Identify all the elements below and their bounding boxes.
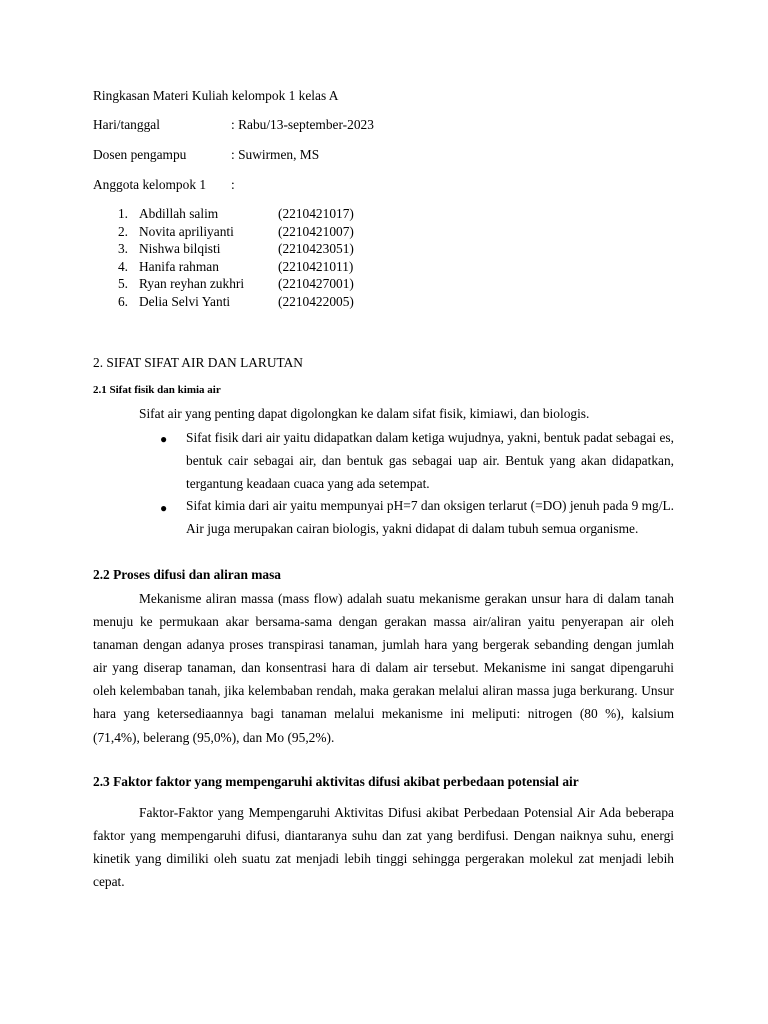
member-name: Novita apriliyanti bbox=[139, 223, 234, 239]
member-nim: (2210421007) bbox=[278, 223, 354, 239]
list-item bbox=[0, 241, 400, 259]
members-label: Anggota kelompok 1 bbox=[93, 177, 207, 192]
section-2-1-intro: Sifat air yang penting dapat digolongkan ke dalam sifat fisik, kimiawi, dan biologis. bbox=[139, 406, 590, 421]
member-number: 6. bbox=[117, 293, 128, 309]
bullet-icon: ● bbox=[160, 432, 168, 446]
lecturer-value: : Suwirmen, MS bbox=[231, 147, 320, 162]
list-item bbox=[0, 259, 400, 277]
list-item bbox=[0, 276, 400, 294]
list-item bbox=[0, 224, 400, 242]
bullet-icon: ● bbox=[160, 501, 168, 515]
member-number: 5. bbox=[117, 276, 128, 291]
member-name: Delia Selvi Yanti bbox=[139, 293, 231, 309]
member-number: 4. bbox=[117, 258, 128, 274]
member-number: 1. bbox=[117, 206, 128, 221]
member-nim: (2210421011) bbox=[278, 258, 354, 274]
list-item bbox=[0, 294, 400, 312]
list-item: Sifat fisik dari air yaitu didapatkan dalam ketiga wujudnya, yakni, bentuk padat sebagai es, bentuk cair sebagai air, dan bentuk gas sebagai uap air. Bentuk yang akan didapatkan, tergantung keadaan cuaca yang ada setempat. bbox=[186, 430, 674, 491]
member-nim: (2210423051) bbox=[278, 241, 354, 256]
member-nim: (2210427001) bbox=[278, 276, 354, 291]
date-value: : Rabu/13-september-2023 bbox=[231, 117, 374, 132]
member-nim: (2210421017) bbox=[278, 206, 354, 221]
member-name: Ryan reyhan zukhri bbox=[139, 276, 245, 291]
member-name: Abdillah salim bbox=[139, 206, 219, 221]
member-number: 2. bbox=[117, 223, 128, 239]
lecturer-label: Dosen pengampu bbox=[93, 147, 187, 162]
member-name: Nishwa bilqisti bbox=[139, 241, 221, 256]
section-2-3-heading: 2.3 Faktor faktor yang mempengaruhi aktivitas difusi akibat perbedaan potensial air bbox=[93, 774, 579, 789]
members-colon: : bbox=[231, 177, 235, 192]
member-name: Hanifa rahman bbox=[139, 258, 219, 274]
section-2-3-body: Faktor-Faktor yang Mempengaruhi Aktivitas Difusi akibat Perbedaan Potensial Air Ada beberapa faktor yang mempengaruhi difusi, diantaranya suhu dan zat yang berdifusi. Dengan naiknya suhu, energi kinetik yang dimiliki oleh suatu zat menjadi lebih tinggi sehingga pergerakan molekul zat menjadi lebih cepat. bbox=[93, 805, 674, 890]
document-title: Ringkasan Materi Kuliah kelompok 1 kelas A bbox=[93, 88, 339, 103]
section-2-heading: 2. SIFAT SIFAT AIR DAN LARUTAN bbox=[93, 355, 303, 370]
date-label: Hari/tanggal bbox=[93, 117, 160, 132]
member-nim: (2210422005) bbox=[278, 293, 354, 309]
section-2-2-body: Mekanisme aliran massa (mass flow) adalah suatu mekanisme gerakan unsur hara di dalam tanah menuju ke permukaan akar bersama-sama dengan gerakan massa air/aliran yaitu penyerapan air oleh tanaman dengan adanya proses transpirasi tanaman, jumlah hara yang bergerak sebanding dengan jumlah air yang diserap tanaman, dan konsentrasi hara di dalam air tersebut. Mekanisme ini sangat dipengaruhi oleh kelembaban tanah, jika kelembaban rendah, maka gerakan melalui aliran massa juga berkurang. Unsur hara yang ketersediaannya bagi tanaman melalui mekanisme ini meliputi: nitrogen (80 %), kalsium (71,4%), belerang (95,0%), dan Mo (95,2%). bbox=[93, 591, 674, 745]
list-item bbox=[0, 206, 400, 224]
section-2-2-heading: 2.2 Proses difusi dan aliran masa bbox=[93, 567, 281, 582]
list-item: Sifat kimia dari air yaitu mempunyai pH=7 dan oksigen terlarut (=DO) jenuh pada 9 mg/L. Air juga merupakan cairan biologis, yakni didapat di dalam tubuh semua organisme. bbox=[186, 498, 674, 536]
section-2-1-heading: 2.1 Sifat fisik dan kimia air bbox=[93, 384, 221, 396]
member-number: 3. bbox=[117, 241, 128, 256]
